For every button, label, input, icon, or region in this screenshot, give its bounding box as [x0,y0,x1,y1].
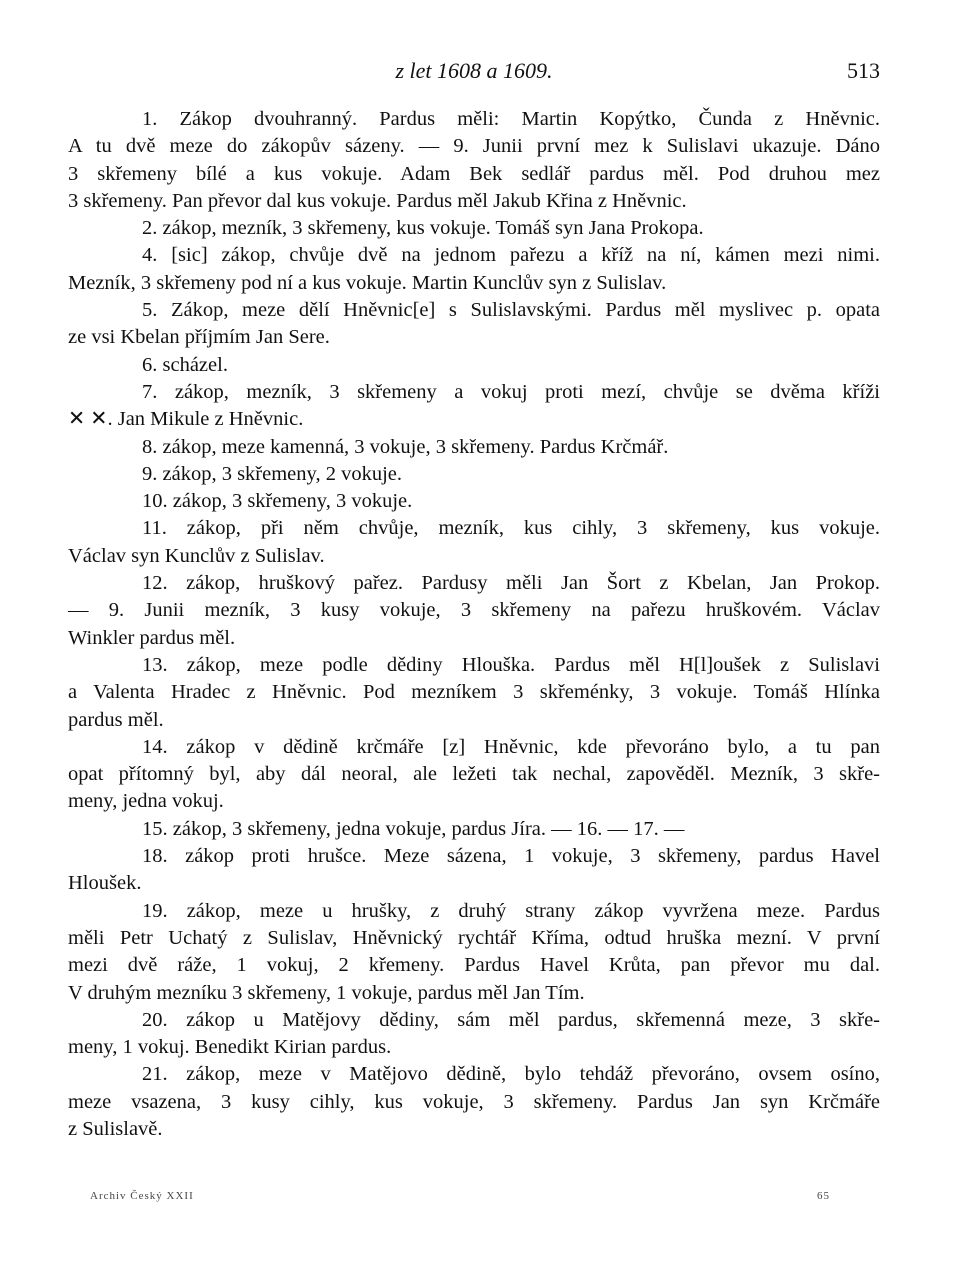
footer-signature: Archiv Český XXII [90,1190,194,1202]
text-line: z Sulislavě. [68,1117,163,1140]
text-line: 15. zákop, 3 skřemeny, jedna vokuje, pardus Jíra. — 16. — 17. — [142,817,685,840]
text-line: 7. zákop, mezník, 3 skřemeny a vokuj proti mezí, chvůje se dvěma kříži [142,380,880,403]
text-line: 4. [sic] zákop, chvůje dvě na jednom pařezu a kříž na ní, kámen mezi nimi. [142,244,880,267]
text-line: ✕ ✕. Jan Mikule z Hněvnic. [68,408,304,431]
text-line: měli Petr Uchatý z Sulislav, Hněvnický rychtář Kříma, odtud hruška mezní. V první [68,926,880,949]
text-line: 1. Zákop dvouhranný. Pardus měli: Martin Kopýtko, Čunda z Hněvnic. [142,108,880,130]
text-line: opat přítomný byl, aby dál neoral, ale ležeti tak nechal, zapověděl. Mezník, 3 skře- [68,763,880,786]
text-line: 11. zákop, při něm chvůje, mezník, kus cihly, 3 skřemeny, kus vokuje. [142,517,880,540]
text-line: 8. zákop, meze kamenná, 3 vokuje, 3 skřemeny. Pardus Krčmář. [142,435,669,458]
text-line: A tu dvě meze do zákopův sázeny. — 9. Junii první mez k Sulislavi ukazuje. Dáno [68,135,880,158]
text-line: V druhým mezníku 3 skřemeny, 1 vokuje, pardus měl Jan Tím. [68,981,585,1004]
text-line: 10. zákop, 3 skřemeny, 3 vokuje. [142,490,413,513]
text-line: meny, 1 vokuj. Benedikt Kirian pardus. [68,1036,392,1059]
page-footer [90,1190,830,1204]
page-header [68,58,880,88]
text-line: Václav syn Kunclův z Sulislav. [68,544,325,567]
text-line: 5. Zákop, meze dělí Hněvnic[e] s Sulislavskými. Pardus měl myslivec p. opata [142,299,880,322]
text-line: 20. zákop u Matějovy dědiny, sám měl pardus, skřemenná meze, 3 skře- [142,1008,880,1031]
text-line: ze vsi Kbelan příjmím Jan Sere. [68,326,330,349]
text-line: meny, jedna vokuj. [68,790,224,813]
text-line: Mezník, 3 skřemeny pod ní a kus vokuje. Martin Kunclův syn z Sulislav. [68,271,667,294]
text-line: 6. scházel. [142,353,228,376]
text-line: 18. zákop proti hrušce. Meze sázena, 1 vokuje, 3 skřemeny, pardus Havel [142,845,880,868]
running-title: z let 1608 a 1609. [395,58,553,83]
text-line: a Valenta Hradec z Hněvnic. Pod mezníkem 3 skřeménky, 3 vokuje. Tomáš Hlínka [68,681,880,704]
footer-sheet-mark: 65 [817,1190,830,1202]
text-line: meze vsazena, 3 kusy cihly, kus vokuje, 3 skřemeny. Pardus Jan syn Krčmáře [68,1090,880,1113]
text-line: Winkler pardus měl. [68,626,236,649]
text-line: 14. zákop v dědině krčmáře [z] Hněvnic, kde převoráno bylo, a tu pan [142,735,880,758]
text-line: 12. zákop, hruškový pařez. Pardusy měli Jan Šort z Kbelan, Jan Prokop. [142,572,880,595]
text-line: mezi dvě ráže, 1 vokuj, 2 křemeny. Pardus Havel Krůta, pan převor mu dal. [68,954,880,977]
text-line: Hloušek. [68,872,142,895]
text-line: 3 skřemeny. Pan převor dal kus vokuje. Pardus měl Jakub Křina z Hněvnic. [68,189,687,212]
text-line: 9. zákop, 3 skřemeny, 2 vokuje. [142,462,402,485]
text-line: pardus měl. [68,708,164,731]
page-number: 513 [847,58,880,83]
document-body [68,106,880,1143]
text-line: 21. zákop, meze v Matějovo dědině, bylo tehdáž převoráno, ovsem osíno, [142,1063,880,1086]
text-line: 3 skřemeny bílé a kus vokuje. Adam Bek sedlář pardus měl. Pod druhou mez [68,162,880,185]
text-line: 2. zákop, mezník, 3 skřemeny, kus vokuje. Tomáš syn Jana Prokopa. [142,217,704,240]
text-line: 13. zákop, meze podle dědiny Hlouška. Pardus měl H[l]oušek z Sulislavi [142,653,880,676]
text-line: 19. zákop, meze u hrušky, z druhý strany zákop vyvržena meze. Pardus [142,899,880,922]
text-line: — 9. Junii mezník, 3 kusy vokuje, 3 skřemeny na pařezu hruškovém. Václav [68,599,880,622]
